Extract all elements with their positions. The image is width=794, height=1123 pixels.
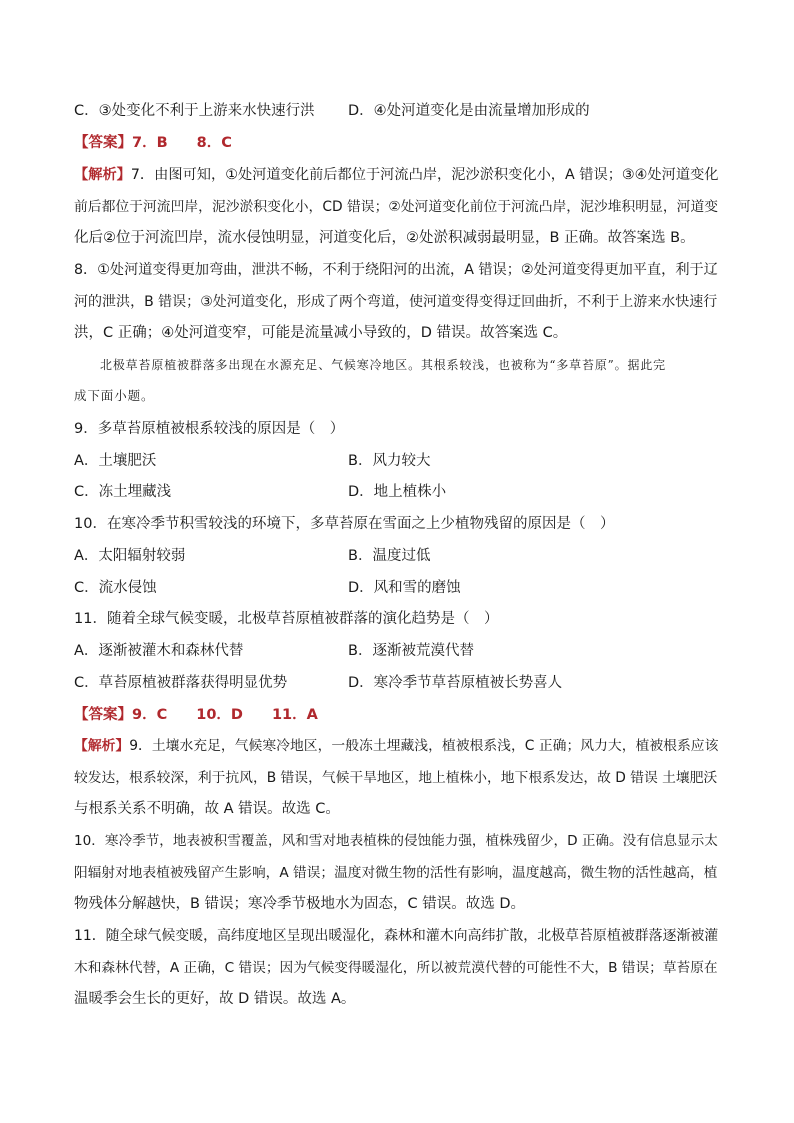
analysis-10-line-1: 10．寒冷季节，地表被积雪覆盖，风和雪对地表植株的侵蚀能力强，植株残留少，D 正确。没有信息显示太	[74, 833, 718, 849]
q9-options-ab	[74, 451, 722, 471]
answer-line-9-11	[74, 705, 722, 725]
material-intro-line-2: 成下面小题。	[74, 388, 155, 403]
answer-tag: 【答案】	[74, 135, 132, 151]
q11-option-a: A．逐渐被灌木和森林代替	[74, 643, 244, 659]
q9-option-b: B．风力较大	[348, 453, 431, 469]
answer-tag: 【答案】	[74, 707, 132, 723]
q8-options-cd	[74, 101, 722, 121]
analysis-7-line-3: 化后②位于河流凹岸，流水侵蚀明显，河道变化后，②处淤积减弱最明显，B 正确。故答案选 B。	[74, 230, 695, 246]
q8-option-d: D．④处河道变化是由流量增加形成的	[348, 103, 590, 119]
analysis-7-line-2: 前后都位于河流凹岸，泥沙淤积变化小，CD 错误；②处河道变化前位于河流凸岸，泥沙堆积明显，河道变	[74, 199, 719, 215]
analysis-tag: 【解析】	[74, 738, 130, 754]
q9-option-c: C．冻土埋藏浅	[74, 484, 172, 500]
q10-option-a: A．太阳辐射较弱	[74, 548, 186, 564]
answer-line-7-8	[74, 133, 722, 153]
q10-option-c: C．流水侵蚀	[74, 580, 157, 596]
q10-options-cd	[74, 578, 722, 598]
q11-option-b: B．逐渐被荒漠代替	[348, 643, 474, 659]
q9-options-cd	[74, 482, 722, 502]
material-intro-line-1: 北极草苔原植被群落多出现在水源充足、气候寒冷地区。其根系较浅，也被称为“多草苔原”。据此完	[100, 358, 667, 372]
q10-option-d: D．风和雪的磨蚀	[348, 580, 461, 596]
analysis-11-line-3: 温暖季会生长的更好，故 D 错误。故选 A。	[74, 991, 356, 1007]
analysis-7-line-1: 【解析】7．由图可知，①处河道变化前后都位于河流凸岸，泥沙淤积变化小，A 错误；③④处河道变化	[74, 167, 719, 183]
analysis-8-line-2: 河的泄洪，B 错误；③处河道变化，形成了两个弯道，使河道变得变得迂回曲折，不利于上游来水快速行	[74, 294, 718, 310]
q11-option-d: D．寒冷季节草苔原植被长势喜人	[348, 675, 563, 691]
analysis-9-line-1: 【解析】9．土壤水充足，气候寒冷地区，一般冻土埋藏浅，植被根系浅，C 正确；风力大，植被根系应该	[74, 738, 719, 754]
q10-stem: 10．在寒冷季节积雪较浅的环境下，多草苔原在雪面之上少植物残留的原因是（ ）	[74, 516, 615, 532]
q11-option-c: C．草苔原植被群落获得明显优势	[74, 675, 288, 691]
q9-option-a: A．土壤肥沃	[74, 453, 157, 469]
q11-options-ab	[74, 641, 722, 661]
analysis-11-line-2: 木和森林代替，A 正确，C 错误；因为气候变得暖湿化，所以被荒漠代替的可能性不大，B 错误；草苔原在	[74, 960, 718, 976]
q9-option-d: D．地上植株小	[348, 484, 447, 500]
analysis-8-line-3: 洪，C 正确；④处河道变窄，可能是流量减小导致的，D 错误。故答案选 C。	[74, 325, 568, 341]
q8-option-c: C．③处变化不利于上游来水快速行洪	[74, 103, 315, 119]
answer-text: 7．B 8．C	[132, 135, 232, 151]
analysis-11-line-1: 11．随全球气候变暖，高纬度地区呈现出暖湿化，森林和灌木向高纬扩散，北极草苔原植被群落逐渐被灌	[74, 928, 719, 944]
analysis-9-line-2: 较发达，根系较深，利于抗风，B 错误，气候干旱地区，地上植株小，地下根系发达，故 D 错误 土壤肥沃	[74, 770, 718, 786]
q10-option-b: B．温度过低	[348, 548, 431, 564]
analysis-9-line-3: 与根系关系不明确，故 A 错误。故选 C。	[74, 801, 340, 817]
analysis-8-line-1: 8．①处河道变得更加弯曲，泄洪不畅，不利于绕阳河的出流，A 错误；②处河道变得更加平直，利于辽	[74, 262, 718, 278]
q10-options-ab	[74, 546, 722, 566]
q11-options-cd	[74, 673, 722, 693]
q11-stem: 11．随着全球气候变暖，北极草苔原植被群落的演化趋势是（ ）	[74, 611, 499, 627]
analysis-tag: 【解析】	[74, 167, 131, 183]
answer-text: 9．C 10．D 11．A	[132, 707, 318, 723]
analysis-10-line-2: 阳辐射对地表植被残留产生影响，A 错误；温度对微生物的活性有影响，温度越高，微生物的活性越高，植	[74, 865, 718, 881]
analysis-10-line-3: 物残体分解越快，B 错误；寒冷季节极地水为固态，C 错误。故选 D。	[74, 896, 526, 912]
q9-stem: 9．多草苔原植被根系较浅的原因是（ ）	[74, 421, 345, 437]
